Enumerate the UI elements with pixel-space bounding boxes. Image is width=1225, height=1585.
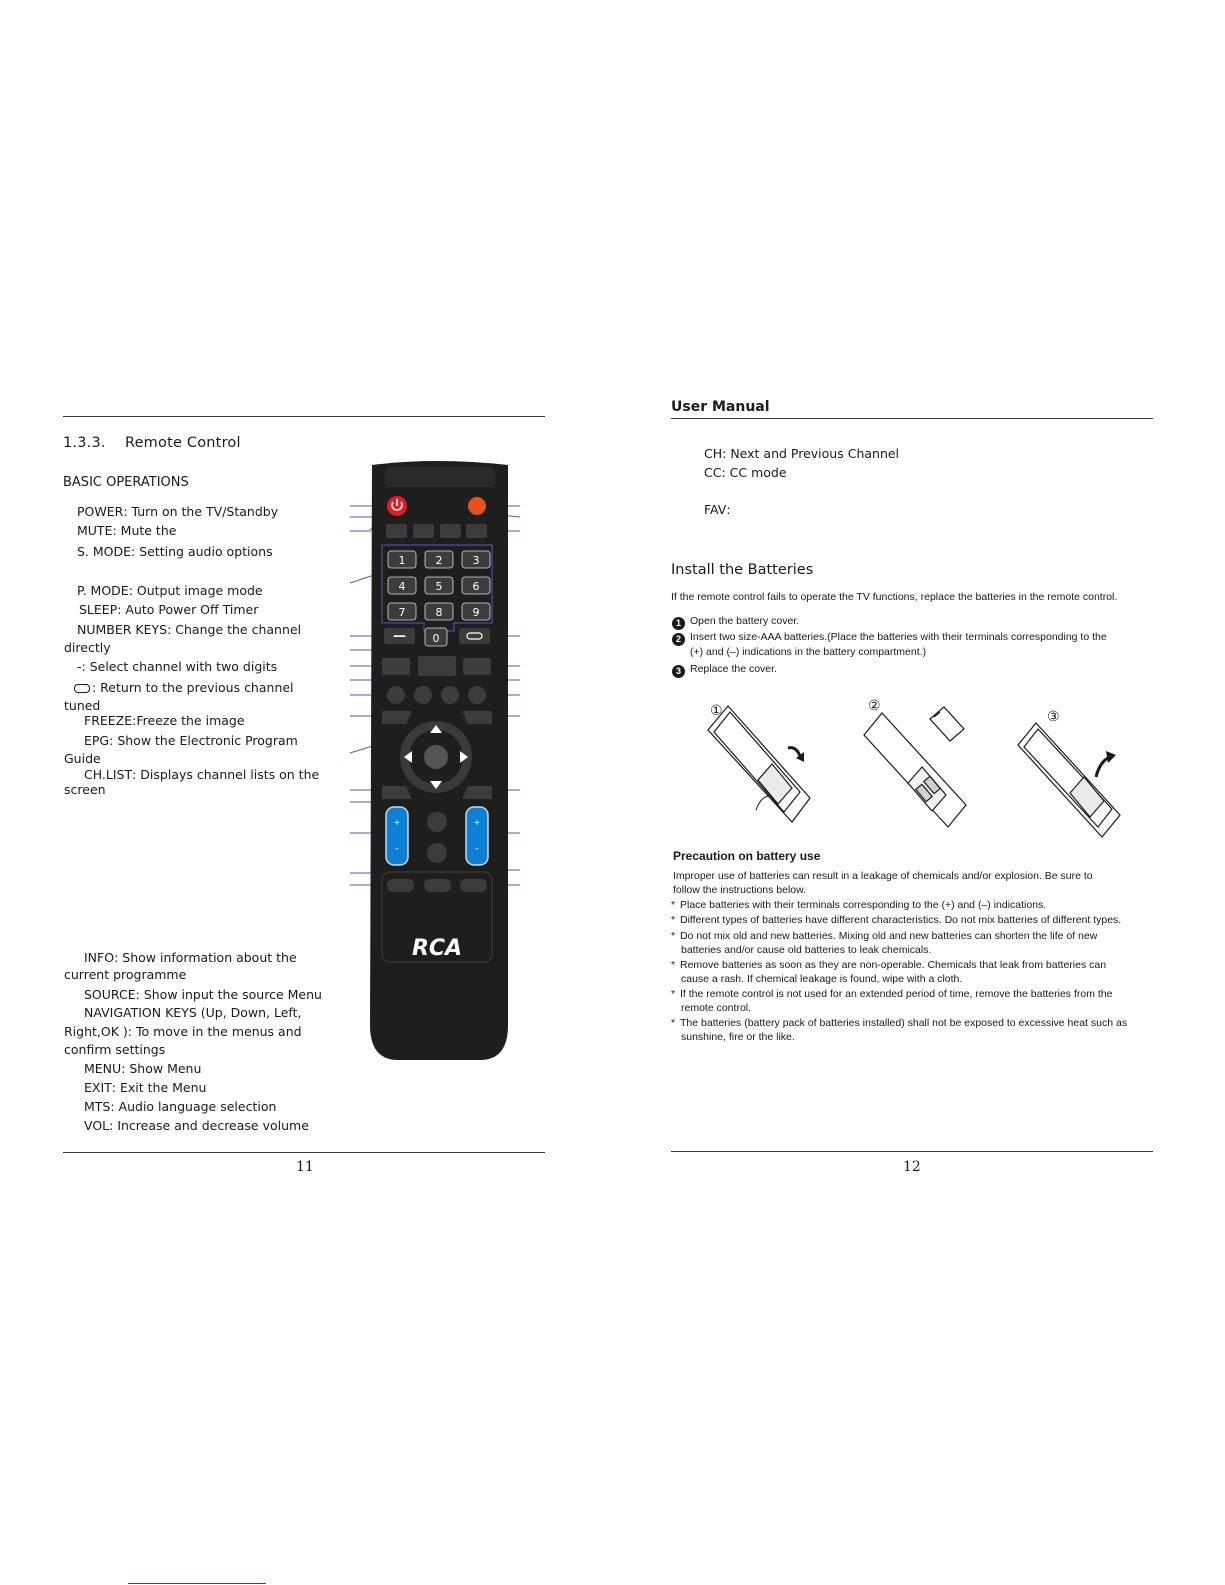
operation-key: CC <box>704 465 722 480</box>
precaution-text: cause a rash. If chemical leakage is found, wipe with a cloth. <box>681 973 963 985</box>
operation-separator: : <box>135 987 144 1002</box>
figure-label-1: ① <box>710 702 723 718</box>
operation-desc: screen <box>64 782 106 797</box>
operation-item <box>64 967 186 983</box>
operation-separator: : <box>131 544 140 559</box>
precaution-text: Remove batteries as soon as they are non-operable. Chemicals that leak from batteries can <box>680 959 1107 971</box>
navigation-cluster <box>400 721 472 793</box>
operation-separator: : <box>721 465 730 480</box>
operation-separator: : <box>114 950 123 965</box>
operation-key: INFO <box>84 950 115 965</box>
operation-item <box>704 502 731 518</box>
precaution-line <box>681 972 962 987</box>
operation-item <box>77 504 278 520</box>
operation-desc: Show information about the <box>122 950 297 965</box>
precaution-line <box>671 929 1097 944</box>
svg-text:+: + <box>393 818 401 827</box>
install-step <box>672 662 777 678</box>
operation-key: P. MODE <box>77 583 129 598</box>
basic-operations-heading: BASIC OPERATIONS <box>63 475 189 490</box>
step-number-badge: 2 <box>672 633 685 646</box>
operation-separator: : <box>109 733 118 748</box>
precaution-title: Precaution on battery use <box>673 849 821 863</box>
operation-item <box>64 751 101 767</box>
operation-item <box>84 1080 206 1096</box>
operation-key: S. MODE <box>77 544 132 559</box>
operation-item <box>84 767 319 783</box>
operation-separator: : <box>123 504 132 519</box>
precaution-line <box>673 869 1093 884</box>
step-number-badge: 3 <box>672 665 685 678</box>
precaution-text: Do not mix old and new batteries. Mixing old and new batteries can shorten the life of new <box>680 930 1098 942</box>
step-text: (+) and (–) indications in the battery compartment.) <box>690 646 927 658</box>
operation-separator: : <box>132 713 137 728</box>
operation-desc: Setting audio options <box>139 544 273 559</box>
operation-key: Right,OK ) <box>64 1024 128 1039</box>
operation-item <box>84 1061 201 1077</box>
operation-separator: : <box>726 502 731 517</box>
precaution-text: remote control. <box>681 1002 752 1014</box>
number-key-label: 2 <box>435 554 443 567</box>
operation-separator: : <box>121 1061 130 1076</box>
operation-desc: Freeze the image <box>136 713 245 728</box>
operation-separator: : <box>117 602 126 617</box>
operation-key: FREEZE <box>84 713 133 728</box>
number-key-label: 5 <box>435 580 443 593</box>
page-number-right: 12 <box>903 1159 921 1175</box>
operation-desc: current programme <box>64 967 187 982</box>
step-text: Replace the cover. <box>690 663 777 675</box>
operation-desc: Next and Previous Channel <box>730 446 900 461</box>
red-function-button <box>468 497 486 515</box>
section-title: 1.3.3. Remote Control <box>63 435 241 451</box>
operation-key: - <box>77 659 82 674</box>
operation-item <box>84 1118 309 1134</box>
number-key-label: 3 <box>472 554 480 567</box>
operation-desc: Show Menu <box>129 1061 202 1076</box>
operation-key: EXIT <box>84 1080 112 1095</box>
operation-key: EPG <box>84 733 110 748</box>
operation-desc: Displays channel lists on the <box>140 767 320 782</box>
operation-separator: : <box>128 583 137 598</box>
operation-key: FAV <box>704 502 727 517</box>
dash-key-label: — <box>393 629 406 644</box>
precaution-line <box>671 1016 1127 1031</box>
precaution-text: Different types of batteries have different characteristics. Do not mix batteries of different types. <box>680 914 1122 926</box>
svg-text:-: - <box>395 844 399 854</box>
operation-desc: Audio language selection <box>118 1099 277 1114</box>
operation-desc: Auto Power Off Timer <box>125 602 259 617</box>
left-bottom-rule <box>63 1152 545 1153</box>
link-underline <box>128 1583 266 1584</box>
operation-item <box>77 544 273 560</box>
operation-desc: Show the Electronic Program <box>117 733 298 748</box>
operation-key: NAVIGATION KEYS (Up, Down, Left, <box>84 1005 302 1020</box>
ok-button <box>424 745 448 769</box>
operation-separator: : <box>112 523 121 538</box>
operation-key: VOL <box>84 1118 110 1133</box>
operation-item <box>704 465 787 481</box>
operation-key: MENU <box>84 1061 122 1076</box>
operation-key: MUTE <box>77 523 113 538</box>
operation-desc: Output image mode <box>136 583 263 598</box>
precaution-bullet: * <box>671 930 676 942</box>
operation-item <box>77 583 263 599</box>
operation-separator: : <box>111 1080 120 1095</box>
operation-item <box>64 640 111 656</box>
operation-item <box>84 733 298 749</box>
battery-replace-figure <box>1012 715 1132 845</box>
operation-separator: : <box>132 767 141 782</box>
svg-text:-: - <box>475 844 479 854</box>
figure-label-3: ③ <box>1047 708 1060 724</box>
number-key-label: 8 <box>435 606 443 619</box>
operation-desc: Increase and decrease volume <box>117 1118 309 1133</box>
battery-open-figure <box>700 700 820 830</box>
install-step <box>672 614 799 630</box>
operation-item <box>84 987 322 1003</box>
operation-desc: confirm settings <box>64 1042 166 1057</box>
precaution-text: Place batteries with their terminals corresponding to the (+) and (–) indications. <box>680 899 1047 911</box>
number-key-label: 6 <box>472 580 480 593</box>
operation-separator: : <box>109 1118 118 1133</box>
operation-desc: : Return to the previous channel <box>92 680 294 695</box>
precaution-bullet: * <box>671 1017 676 1029</box>
operation-item <box>77 622 301 638</box>
precaution-text: batteries and/or cause old batteries to leak chemicals. <box>681 944 932 956</box>
operation-item <box>64 1024 302 1040</box>
precaution-line <box>681 1030 795 1045</box>
operation-key: MTS <box>84 1099 111 1114</box>
precaution-line <box>671 987 1112 1002</box>
number-keys <box>388 551 490 620</box>
operation-key: SOURCE <box>84 987 136 1002</box>
right-bottom-rule <box>671 1151 1153 1152</box>
user-manual-header: User Manual <box>671 399 770 415</box>
operation-desc: Select channel with two digits <box>89 659 278 674</box>
operation-key: CH <box>704 446 723 461</box>
number-key-label: 9 <box>472 606 480 619</box>
operation-item <box>92 680 294 696</box>
operation-item <box>77 523 176 539</box>
operation-key: NUMBER KEYS <box>77 622 168 637</box>
operation-desc: CC mode <box>729 465 787 480</box>
precaution-line <box>681 1001 751 1016</box>
operation-key: SLEEP <box>79 602 118 617</box>
operation-separator: : <box>127 1024 136 1039</box>
number-key-label: 7 <box>398 606 406 619</box>
operation-desc: Guide <box>64 751 101 766</box>
precaution-bullet: * <box>671 959 676 971</box>
precaution-line <box>671 958 1106 973</box>
right-top-rule <box>671 418 1153 419</box>
operation-separator: : <box>81 659 90 674</box>
operation-separator: : <box>167 622 176 637</box>
return-icon <box>74 684 90 693</box>
step-text: Open the battery cover. <box>690 615 800 627</box>
operation-desc: To move in the menus and <box>135 1024 302 1039</box>
precaution-text: Improper use of batteries can result in a leakage of chemicals and/or explosion. Be sure to <box>673 870 1093 882</box>
step-number-badge: 1 <box>672 617 685 630</box>
zero-key-label: 0 <box>432 632 440 645</box>
precaution-line <box>671 898 1046 913</box>
operation-item <box>84 1005 302 1021</box>
precaution-text: If the remote control is not used for an extended period of time, remove the batteries from the <box>680 988 1113 1000</box>
precaution-line <box>681 943 931 958</box>
install-step <box>672 630 1107 646</box>
operation-item <box>64 782 106 798</box>
rca-logo: RCA <box>411 936 463 961</box>
figure-label-2: ② <box>868 697 881 713</box>
install-batteries-title: Install the Batteries <box>671 562 814 578</box>
operation-key: POWER <box>77 504 124 519</box>
install-intro: If the remote control fails to operate the TV functions, replace the batteries in the remote control. <box>671 591 1118 603</box>
precaution-text: The batteries (battery pack of batteries installed) shall not be exposed to excessive heat such as <box>680 1017 1128 1029</box>
install-step <box>690 645 926 660</box>
operation-desc: Change the channel <box>175 622 302 637</box>
operation-desc: Exit the Menu <box>119 1080 207 1095</box>
volume-rocker <box>386 807 408 865</box>
operation-item <box>79 602 258 618</box>
operation-item <box>84 950 297 966</box>
number-key-label: 4 <box>398 580 406 593</box>
precaution-text: sunshine, fire or the like. <box>681 1031 795 1043</box>
operation-desc: directly <box>64 640 111 655</box>
operation-separator: : <box>110 1099 119 1114</box>
operation-desc: Mute the <box>120 523 177 538</box>
left-top-rule <box>63 416 545 417</box>
precaution-bullet: * <box>671 914 676 926</box>
operation-separator: : <box>722 446 731 461</box>
operation-key: CH.LIST <box>84 767 133 782</box>
remote-control-illustration <box>340 455 530 1065</box>
operation-desc: Show input the source Menu <box>143 987 322 1002</box>
operation-item <box>704 446 899 462</box>
number-key-label: 1 <box>398 554 406 567</box>
operation-item <box>84 1099 276 1115</box>
precaution-bullet: * <box>671 899 676 911</box>
operation-item <box>84 713 245 729</box>
battery-insert-figure <box>858 705 978 835</box>
operation-item <box>64 698 100 714</box>
precaution-text: follow the instructions below. <box>673 884 807 896</box>
return-key <box>459 628 490 644</box>
page-number-left: 11 <box>296 1159 314 1175</box>
precaution-bullet: * <box>671 988 676 1000</box>
operation-desc: tuned <box>64 698 101 713</box>
channel-rocker <box>466 807 488 865</box>
operation-item <box>77 659 277 675</box>
precaution-line <box>673 883 806 898</box>
svg-text:+: + <box>473 818 481 827</box>
precaution-line <box>671 913 1121 928</box>
step-text: Insert two size-AAA batteries.(Place the batteries with their terminals corresponding to the <box>690 631 1107 643</box>
operation-desc: Turn on the TV/Standby <box>131 504 279 519</box>
operation-item <box>64 1042 165 1058</box>
